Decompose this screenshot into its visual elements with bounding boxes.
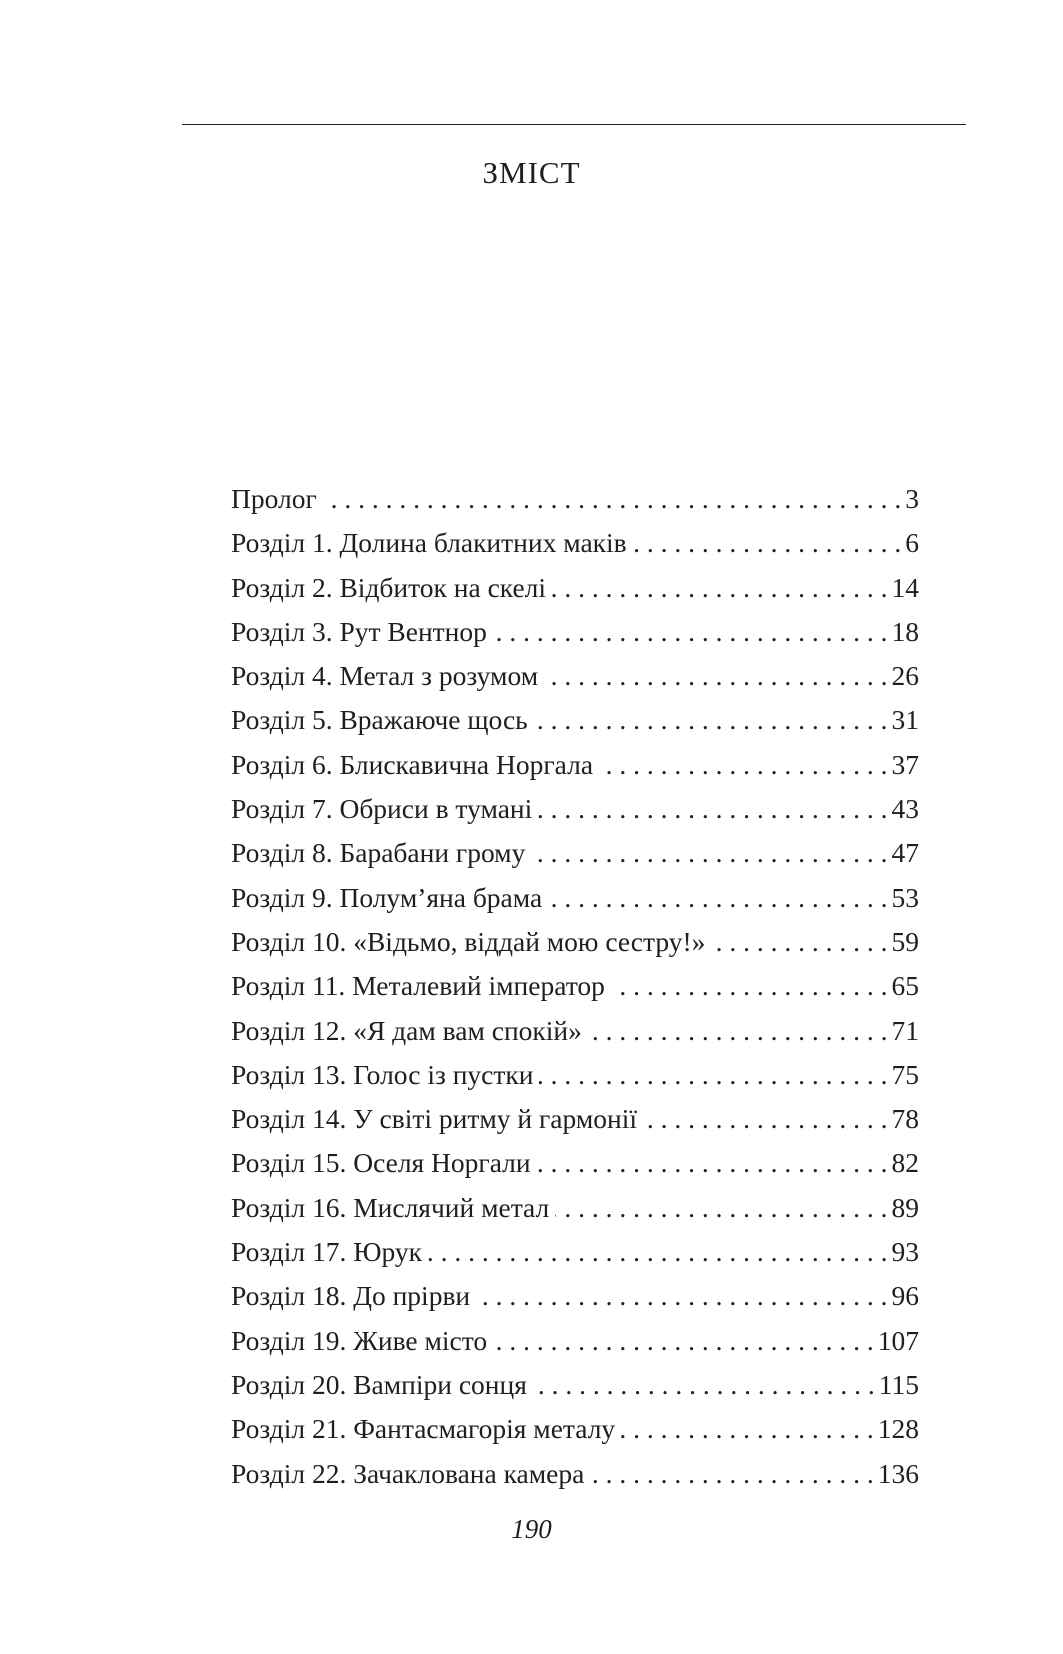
toc-dot-leader bbox=[552, 566, 887, 610]
toc-entry-title: Розділ 2. Відбиток на скелі bbox=[231, 571, 547, 603]
toc-entry bbox=[231, 654, 919, 698]
toc-entry-title: Розділ 9. Полум’яна брама bbox=[231, 881, 543, 913]
toc-entry-title: Розділ 18. До прірви bbox=[231, 1280, 471, 1312]
toc-dot-leader bbox=[323, 477, 902, 521]
toc-entry-title: Розділ 1. Долина блакитних маків bbox=[231, 527, 627, 559]
toc-entry-title: Розділ 17. Юрук bbox=[231, 1236, 422, 1268]
toc-entry bbox=[231, 1230, 919, 1274]
toc-entry-page: 115 bbox=[878, 1368, 919, 1400]
toc-dot-leader bbox=[588, 1009, 888, 1053]
toc-entry-title: Розділ 3. Рут Вентнор bbox=[231, 615, 487, 647]
toc-dot-leader bbox=[493, 1319, 874, 1363]
toc-entry-title: Розділ 20. Вампіри сонця bbox=[231, 1368, 527, 1400]
toc-entry-title: Розділ 19. Живе місто bbox=[231, 1324, 488, 1356]
toc-dot-leader bbox=[621, 1407, 874, 1451]
toc-dot-leader bbox=[534, 698, 888, 742]
toc-entry bbox=[231, 1274, 919, 1318]
page-number: 190 bbox=[511, 1514, 552, 1544]
toc-entry bbox=[231, 1407, 919, 1451]
toc-entry-page: 6 bbox=[905, 527, 919, 559]
toc-dot-leader bbox=[428, 1230, 888, 1274]
toc-entry bbox=[231, 1053, 919, 1097]
toc-dot-leader bbox=[611, 964, 888, 1008]
toc-entry-title: Розділ 16. Мислячий метал bbox=[231, 1191, 550, 1223]
toc-entry-page: 18 bbox=[891, 615, 919, 647]
toc-entry-title: Розділ 13. Голос із пустки bbox=[231, 1058, 534, 1090]
toc-entry bbox=[231, 1141, 919, 1185]
toc-dot-leader bbox=[537, 1141, 888, 1185]
page-title: ЗМІСТ bbox=[482, 155, 581, 190]
toc-entry bbox=[231, 831, 919, 875]
toc-entry-page: 93 bbox=[891, 1236, 919, 1268]
toc-entry-page: 136 bbox=[877, 1457, 919, 1489]
toc-dot-leader bbox=[538, 787, 887, 831]
toc-entry-page: 37 bbox=[891, 748, 919, 780]
toc-entry-title: Розділ 4. Метал з розумом bbox=[231, 660, 539, 692]
toc-entry bbox=[231, 743, 919, 787]
toc-entry-title: Розділ 6. Блискавична Норгала bbox=[231, 748, 594, 780]
header-rule bbox=[182, 124, 966, 125]
toc-entry-page: 71 bbox=[891, 1014, 919, 1046]
toc-entry-page: 47 bbox=[891, 837, 919, 869]
toc-dot-leader bbox=[539, 1053, 887, 1097]
toc-entry bbox=[231, 566, 919, 610]
toc-entry-page: 43 bbox=[891, 793, 919, 825]
toc-entry-title: Розділ 15. Оселя Норгали bbox=[231, 1147, 531, 1179]
toc-entry bbox=[231, 610, 919, 654]
toc-dot-leader bbox=[599, 743, 887, 787]
toc-dot-leader bbox=[531, 831, 887, 875]
toc-entry-title: Пролог bbox=[231, 483, 317, 514]
toc-entry-page: 59 bbox=[891, 925, 919, 957]
toc-entry-page: 31 bbox=[891, 704, 919, 736]
toc-entry-page: 96 bbox=[891, 1280, 919, 1312]
toc-entry bbox=[231, 787, 919, 831]
toc-entry bbox=[231, 920, 919, 964]
toc-entry bbox=[231, 1097, 919, 1141]
toc-entry-page: 107 bbox=[877, 1324, 919, 1356]
toc-dot-leader bbox=[476, 1274, 887, 1318]
toc-dot-leader bbox=[590, 1452, 873, 1496]
toc-entry-title: Розділ 7. Обриси в тумані bbox=[231, 793, 533, 825]
toc-entry-title: Розділ 8. Барабани грому bbox=[231, 837, 526, 869]
toc-entry-page: 26 bbox=[891, 660, 919, 692]
toc-entry bbox=[231, 1009, 919, 1053]
toc-dot-leader bbox=[533, 1363, 875, 1407]
toc-entry-title: Розділ 11. Металевий імператор bbox=[231, 970, 605, 1002]
toc-dot-leader bbox=[711, 920, 887, 964]
toc-dot-leader bbox=[544, 654, 887, 698]
toc-entry-title: Розділ 22. Зачаклована камера bbox=[231, 1457, 585, 1489]
toc-entry bbox=[231, 1186, 919, 1230]
table-of-contents bbox=[231, 477, 919, 1496]
toc-entry bbox=[231, 698, 919, 742]
toc-entry-page: 53 bbox=[891, 881, 919, 913]
toc-dot-leader bbox=[633, 521, 902, 565]
toc-entry bbox=[231, 876, 919, 920]
toc-entry-page: 3 bbox=[905, 483, 919, 514]
toc-entry-page: 75 bbox=[891, 1058, 919, 1090]
toc-entry-page: 14 bbox=[891, 571, 919, 603]
toc-dot-leader bbox=[555, 1186, 887, 1230]
toc-entry-title: Розділ 12. «Я дам вам спокій» bbox=[231, 1014, 582, 1046]
toc-entry-page: 128 bbox=[877, 1413, 919, 1445]
toc-dot-leader bbox=[548, 876, 887, 920]
toc-entry-title: Розділ 14. У світі ритму й гармонії bbox=[231, 1103, 637, 1135]
toc-entry-title: Розділ 10. «Відьмо, віддай мою сестру!» bbox=[231, 925, 706, 957]
toc-dot-leader bbox=[493, 610, 888, 654]
toc-entry-page: 82 bbox=[891, 1147, 919, 1179]
toc-entry bbox=[231, 521, 919, 565]
toc-entry-title: Розділ 5. Вражаюче щось bbox=[231, 704, 528, 736]
toc-entry bbox=[231, 1319, 919, 1363]
toc-entry bbox=[231, 1363, 919, 1407]
toc-entry bbox=[231, 1452, 919, 1496]
toc-entry-title: Розділ 21. Фантасмагорія металу bbox=[231, 1413, 616, 1445]
toc-entry-page: 89 bbox=[891, 1191, 919, 1223]
toc-dot-leader bbox=[643, 1097, 888, 1141]
toc-entry-page: 65 bbox=[891, 970, 919, 1002]
toc-entry-page: 78 bbox=[891, 1103, 919, 1135]
toc-entry bbox=[231, 964, 919, 1008]
toc-entry bbox=[231, 477, 919, 521]
